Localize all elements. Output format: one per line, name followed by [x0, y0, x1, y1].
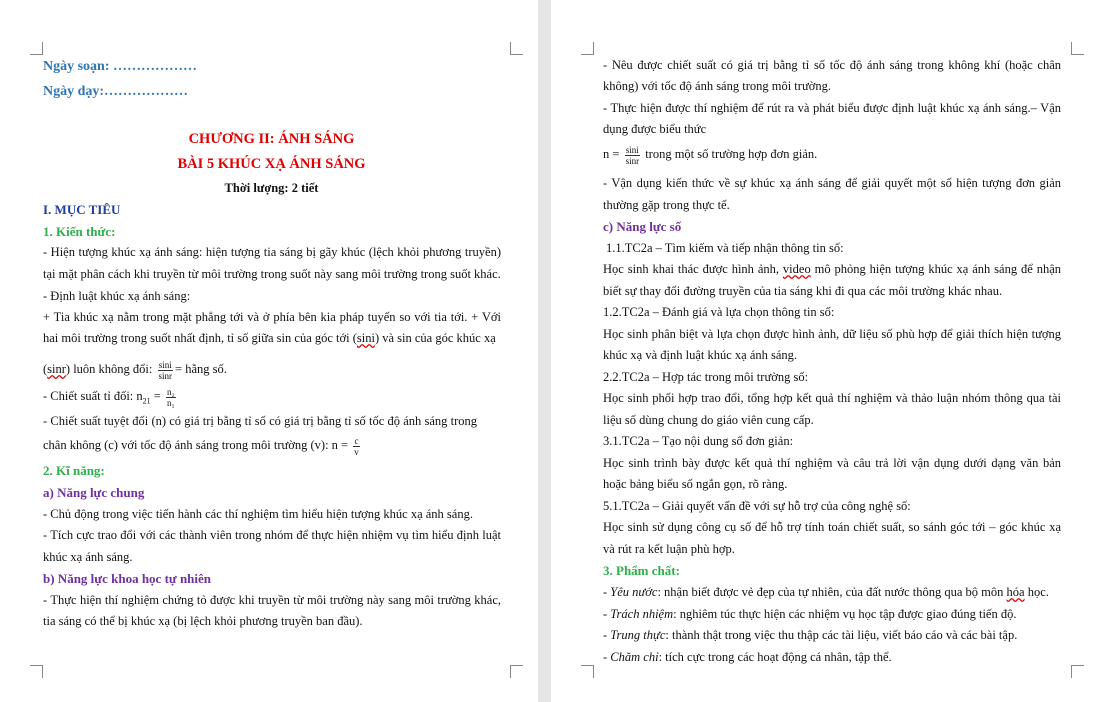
- crop-mark: [581, 42, 594, 55]
- crop-mark: [1071, 42, 1084, 55]
- fraction-denominator: sinr: [625, 155, 640, 166]
- paragraph-line: [43, 384, 178, 414]
- crop-mark: [510, 42, 523, 55]
- paragraph-line: liệu số dùng chung do giáo viên cung cấp.: [603, 413, 814, 427]
- paragraph-line: Học sinh phân biệt và lựa chọn được hình ảnh, dữ liệu số phù hợp để giải thích hiện tượng: [603, 327, 1061, 341]
- section-heading: I. MỤC TIÊU: [43, 202, 121, 217]
- text-run: học.: [1027, 585, 1049, 599]
- paragraph-line: Học sinh trình bày được kết quả thí nghiệm và câu trả lời vận dụng dưới dạng văn bản: [603, 456, 1061, 470]
- paragraph-line: - Thực hiện được thí nghiệm để rút ra và phát biểu được định luật khúc xạ ánh sáng.– Vận: [603, 101, 1061, 115]
- subheading-skills: 2. Kĩ năng:: [43, 463, 105, 478]
- paragraph-line: tại mặt phân cách khi truyền từ môi trường trong suốt này sang môi trường trong suốt khác.: [43, 267, 501, 281]
- text-run: =: [150, 389, 161, 403]
- paragraph-line: [603, 585, 1049, 600]
- fraction: [158, 360, 174, 381]
- paragraph-line: 3.1.TC2a – Tạo nội dung số đơn giản:: [603, 434, 794, 448]
- crop-mark: [30, 665, 43, 678]
- paragraph-line: [43, 356, 227, 382]
- paragraph-line: thường gặp trong thực tế.: [603, 198, 730, 212]
- text-run: Học sinh khai thác được hình ảnh,: [603, 262, 780, 276]
- text-run: mô phỏng hiện tượng khúc xạ ánh sáng để nhận: [814, 262, 1061, 276]
- text-run: - Yêu nước: [603, 585, 658, 599]
- paragraph-line: khúc xạ và định luật khúc xạ ánh sáng.: [603, 348, 798, 362]
- paragraph-line: 1.2.TC2a – Đánh giá và lựa chọn thông tin số:: [603, 305, 835, 319]
- paragraph-line: 1.1.TC2a – Tìm kiếm và tiếp nhận thông tin số:: [606, 241, 844, 255]
- teach-date: Ngày dạy:………………: [43, 84, 189, 99]
- paragraph-line: - Nêu được chiết suất có giá trị bằng tỉ số tốc độ ánh sáng trong không khí (hoặc chân: [603, 58, 1061, 72]
- paragraph-line: + Tia khúc xạ nằm trong mặt phẳng tới và ở phía bên kia pháp tuyến so với tia tới. + Với: [43, 310, 501, 324]
- paragraph-line: - Vận dụng kiến thức về sự khúc xạ ánh sáng để giải quyết một số hiện tượng đơn giản: [603, 176, 1061, 190]
- paragraph-line: [603, 607, 1016, 622]
- text-run: - Chiết suất tỉ đối: n: [43, 389, 143, 403]
- text-run: hóa: [1006, 585, 1025, 599]
- text-run: : nghiêm túc thực hiện các nhiệm vụ học tập được giao đúng tiến độ.: [673, 607, 1017, 621]
- text-run: (: [43, 362, 48, 376]
- fraction-denominator: n₁: [166, 397, 175, 408]
- lesson-title: BÀI 5 KHÚC XẠ ÁNH SÁNG: [177, 156, 366, 172]
- subheading-digital-competence: c) Năng lực số: [603, 219, 682, 234]
- paragraph-line: [603, 628, 1017, 643]
- paragraph-line: [603, 262, 1061, 277]
- text-run: = hằng số.: [175, 362, 227, 376]
- paragraph-line: [43, 331, 496, 346]
- fraction-denominator: sinr: [158, 370, 173, 381]
- paragraph-line: - Chiết suất tuyệt đối (n) có giá trị bằng tỉ số có giá trị bằng tỉ số tốc độ ánh sáng trong: [43, 414, 477, 428]
- subheading-knowledge: 1. Kiến thức:: [43, 224, 116, 239]
- paragraph-line: - Tích cực trao đổi với các thành viên trong nhóm để thực hiện nhiệm vụ tìm hiểu định luật: [43, 528, 501, 542]
- paragraph-line: tia sáng có thể bị khúc xạ (bị lệch khỏi phương truyền ban đầu).: [43, 614, 363, 628]
- text-run: trong một số trường hợp đơn giản.: [645, 147, 818, 161]
- text-run: : thành thật trong việc thu thập các tài liệu, viết báo cáo và các bài tập.: [665, 628, 1018, 642]
- crop-mark: [1071, 665, 1084, 678]
- fraction: [166, 387, 176, 408]
- text-run: sini: [356, 331, 375, 345]
- paragraph-line: dụng được biểu thức: [603, 122, 707, 136]
- fraction-denominator: v: [354, 446, 359, 457]
- fraction-numerator: sini: [158, 359, 172, 370]
- paragraph-line: - Hiện tượng khúc xạ ánh sáng: hiện tượng tia sáng bị gãy khúc (lệch khỏi phương truyền): [43, 245, 501, 259]
- paragraph-line: - Thực hiện thí nghiệm chứng tỏ được khi truyền từ môi trường này sang môi trường khác,: [43, 593, 501, 607]
- paragraph-line: Học sinh sử dụng công cụ số để hỗ trợ tính toán chiết suất, so sánh góc tới – góc khúc xạ: [603, 520, 1061, 534]
- subheading-general-competence: a) Năng lực chung: [43, 485, 145, 500]
- text-run: sinr: [47, 362, 66, 376]
- paragraph-line: [43, 433, 362, 457]
- fraction-numerator: sini: [625, 144, 639, 155]
- paragraph-line: - Chủ động trong việc tiến hành các thí nghiệm tìm hiểu hiện tượng khúc xạ ánh sáng.: [43, 507, 473, 521]
- paragraph-line: biết sự thay đổi đường truyền của tia sáng khi đi qua các môi trường khác nhau.: [603, 284, 1003, 298]
- paragraph-line: [603, 650, 892, 665]
- paragraph-line: - Định luật khúc xạ ánh sáng:: [43, 289, 191, 303]
- duration: Thời lượng: 2 tiết: [224, 181, 319, 195]
- fraction: [353, 436, 360, 457]
- text-run: : tích cực trong các hoạt động cá nhân, tập thể.: [658, 650, 892, 664]
- paragraph-line: hoặc bảng biểu số ngắn gọn, rõ ràng.: [603, 477, 788, 491]
- subheading-qualities: 3. Phẩm chất:: [603, 563, 680, 578]
- paragraph-line: và rút ra kết luận phù hợp.: [603, 542, 735, 556]
- text-run: ) và sin của góc khúc xạ: [374, 331, 496, 345]
- paragraph-line: 2.2.TC2a – Hợp tác trong môi trường số:: [603, 370, 809, 384]
- text-run: - Trách nhiệm: [603, 607, 674, 621]
- text-run: hai môi trường trong suốt nhất định, tỉ số giữa sin của góc tới (: [43, 331, 357, 345]
- text-run: ) luôn không đổi:: [65, 362, 153, 376]
- text-run: chân không (c) với tốc độ ánh sáng trong môi trường (v): n =: [43, 438, 349, 452]
- paragraph-line: Học sinh phối hợp trao đổi, tổng hợp kết quả thí nghiệm và thảo luận nhóm thông qua tài: [603, 391, 1061, 405]
- chapter-title: CHƯƠNG II: ÁNH SÁNG: [188, 131, 355, 147]
- paragraph-line: 5.1.TC2a – Giải quyết vấn đề với sự hỗ trợ của công nghệ số:: [603, 499, 911, 513]
- text-run: video: [782, 262, 811, 276]
- subscript: 21: [142, 396, 151, 406]
- crop-mark: [581, 665, 594, 678]
- text-run: : nhận biết được vẻ đẹp của tự nhiên, của đất nước thông qua bộ môn: [657, 585, 1004, 599]
- crop-mark: [30, 42, 43, 55]
- subheading-science-competence: b) Năng lực khoa học tự nhiên: [43, 571, 212, 586]
- crop-mark: [510, 665, 523, 678]
- fraction: [625, 145, 641, 166]
- text-run: - Chăm chỉ: [603, 650, 659, 664]
- fraction-numerator: n₂: [166, 386, 175, 397]
- text-run: - Trung thực: [603, 628, 666, 642]
- prep-date: Ngày soạn: ………………: [43, 59, 198, 74]
- fraction-numerator: c: [354, 435, 359, 446]
- paragraph-line: không) với tốc độ ánh sáng trong môi trường.: [603, 79, 831, 93]
- text-run: n =: [603, 147, 620, 161]
- document-page-1: [0, 0, 538, 702]
- paragraph-line: [603, 141, 817, 167]
- paragraph-line: khúc xạ ánh sáng.: [43, 550, 133, 564]
- document-page-2: [551, 0, 1099, 702]
